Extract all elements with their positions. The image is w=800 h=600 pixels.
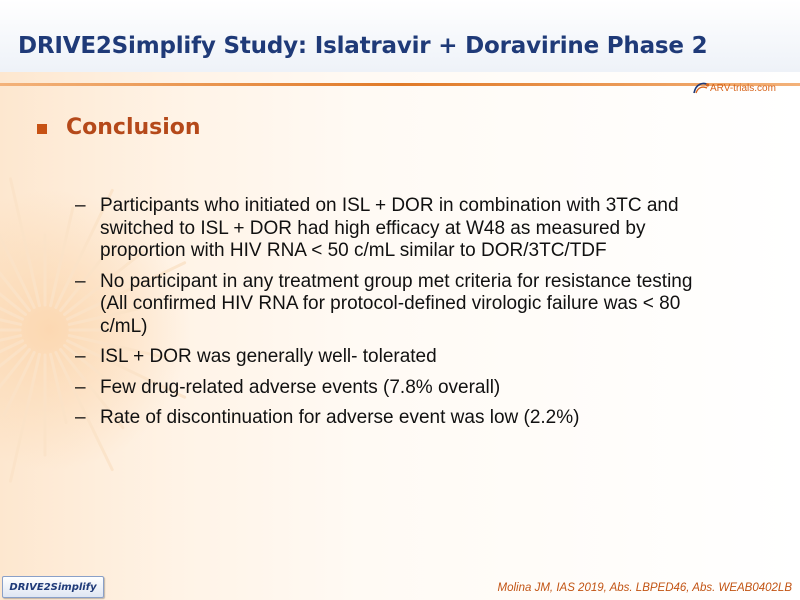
bullet-text: No participant in any treatment group met criteria for resistance testing (All confirmed HIV RNA for protocol-defined virologic failure was < 80 c/mL) (100, 270, 693, 337)
bullet-item (75, 346, 725, 369)
study-badge-label: DRIVE2Simplify (9, 581, 97, 593)
bullet-item (75, 271, 725, 339)
bullet-item (75, 407, 725, 430)
bullet-item (75, 377, 725, 400)
bullet-item (75, 195, 725, 263)
bullet-text: Participants who initiated on ISL + DOR in combination with 3TC and switched to ISL + DOR had high efficacy at W48 as measured by proportion with HIV RNA < 50 c/mL similar to DOR/3TC/TDF (100, 195, 679, 261)
bullet-text: Few drug-related adverse events (7.8% overall) (100, 376, 501, 398)
bullet-dash: – (75, 195, 86, 216)
bullet-text: ISL + DOR was generally well- tolerated (100, 346, 437, 367)
square-bullet-icon (37, 124, 47, 134)
arv-trials-logo (692, 78, 792, 98)
logo-text: ARV-trials.com (710, 82, 776, 94)
title-underline (0, 83, 800, 86)
study-badge (2, 576, 104, 598)
bullet-dash: – (75, 346, 86, 367)
slide-title: DRIVE2Simplify Study: Islatravir + Doravirine Phase 2 (18, 33, 708, 59)
conclusion-bullet-list (75, 195, 725, 438)
bullet-dash: – (75, 270, 86, 292)
bullet-text: Rate of discontinuation for adverse event was low (2.2%) (100, 407, 580, 428)
arv-trials-logo-icon (692, 81, 710, 95)
section-heading: Conclusion (66, 115, 201, 140)
bullet-dash: – (75, 376, 86, 398)
citation: Molina JM, IAS 2019, Abs. LBPED46, Abs. WEAB0402LB (497, 582, 792, 594)
bullet-dash: – (75, 407, 86, 428)
